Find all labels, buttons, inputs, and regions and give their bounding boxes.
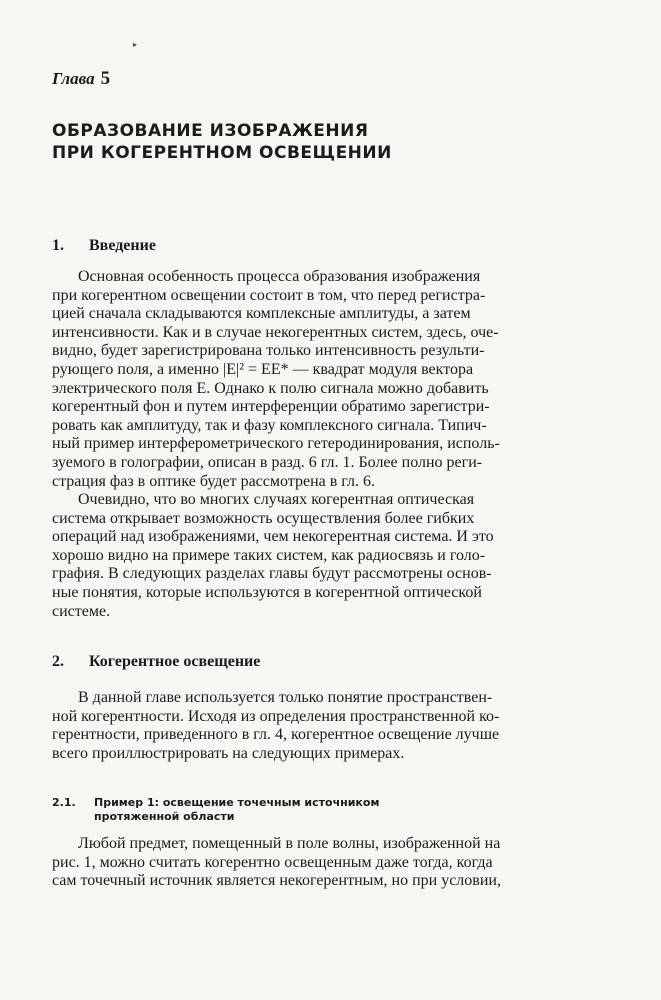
- subsection-2-1-paragraph-1: [52, 835, 596, 891]
- text-line: цией сначала складываются комплексные амплитуды, а затем: [52, 305, 471, 323]
- chapter-label-text: Глава: [52, 69, 95, 88]
- text-line: зуемого в голографии, описан в разд. 6 гл. 1. Более полно реги-: [52, 453, 483, 471]
- text-line: рис. 1, можно считать когерентно освещенным даже тогда, когда: [52, 853, 493, 871]
- text-line: Основная особенность процесса образования изображения: [78, 268, 481, 285]
- text-line: графия. В следующих разделах главы будут рассмотрены основ-: [52, 565, 492, 583]
- text-line: при когерентном освещении состоит в том, что перед регистра-: [52, 286, 486, 304]
- subsection-2-1-heading: [52, 796, 612, 824]
- text-line: видно, будет зарегистрирована только интенсивность результи-: [52, 342, 485, 360]
- section-2-number: 2.: [52, 653, 64, 670]
- chapter-title: [52, 120, 612, 164]
- subsection-2-1-title-line-2: протяженной области: [94, 810, 235, 823]
- text-line: В данной главе используется только понятие пространствен-: [78, 689, 493, 706]
- section-2-paragraph-1: [52, 689, 596, 763]
- section-1-heading: [52, 237, 156, 255]
- section-1-number: 1.: [52, 237, 64, 254]
- text-line: операций над изображениями, чем некогерентная система. И это: [52, 528, 494, 546]
- subsection-2-1-number: 2.1.: [52, 796, 76, 809]
- text-line: всего проиллюстрировать на следующих примерах.: [52, 744, 405, 762]
- text-line: ровать как амплитуду, так и фазу комплексного сигнала. Типич-: [52, 416, 487, 434]
- section-1-paragraph-1: [52, 268, 596, 491]
- text-line: сам точечный источник является некогерентным, но при условии,: [52, 872, 501, 890]
- text-line: системе.: [52, 602, 111, 620]
- text-line: ной когерентности. Исходя из определения пространственной ко-: [52, 707, 500, 725]
- chapter-label: [52, 68, 110, 90]
- section-2-title: Когерентное освещение: [89, 653, 261, 670]
- section-1-title: Введение: [89, 237, 156, 254]
- text-line: электрического поля E. Однако к полю сигнала можно добавить: [52, 379, 489, 397]
- chapter-title-line-1: ОБРАЗОВАНИЕ ИЗОБРАЖЕНИЯ: [52, 121, 369, 141]
- section-2-heading: [52, 653, 260, 671]
- chapter-title-line-2: ПРИ КОГЕРЕНТНОМ ОСВЕЩЕНИИ: [52, 143, 392, 163]
- text-line: система открывает возможность осуществления более гибких: [52, 509, 475, 527]
- subsection-2-1-title-line-1: Пример 1: освещение точечным источником: [94, 796, 380, 809]
- text-line: интенсивности. Как и в случае некогерентных систем, здесь, оче-: [52, 323, 499, 341]
- text-line: Любой предмет, помещенный в поле волны, изображенной на: [78, 835, 501, 852]
- text-line: ные понятия, которые используются в когерентной оптической: [52, 583, 482, 601]
- text-line: герентности, приведенного в гл. 4, когерентное освещение лучше: [52, 726, 500, 744]
- chapter-number: 5: [100, 68, 111, 89]
- text-line: рующего поля, а именно |E|² = EE* — квадрат модуля вектора: [52, 360, 474, 378]
- text-line: хорошо видно на примере таких систем, как радиосвязь и голо-: [52, 546, 486, 564]
- section-1-paragraph-2: [52, 491, 596, 621]
- text-line: ный пример интерферометрического гетеродинирования, исполь-: [52, 435, 500, 453]
- text-line: страция фаз в оптике будет рассмотрена в гл. 6.: [52, 472, 376, 490]
- text-line: Очевидно, что во многих случаях когерентная оптическая: [78, 491, 475, 508]
- margin-mark: ▸: [133, 40, 138, 49]
- text-line: когерентный фон и путем интерференции обратимо зарегистри-: [52, 398, 490, 416]
